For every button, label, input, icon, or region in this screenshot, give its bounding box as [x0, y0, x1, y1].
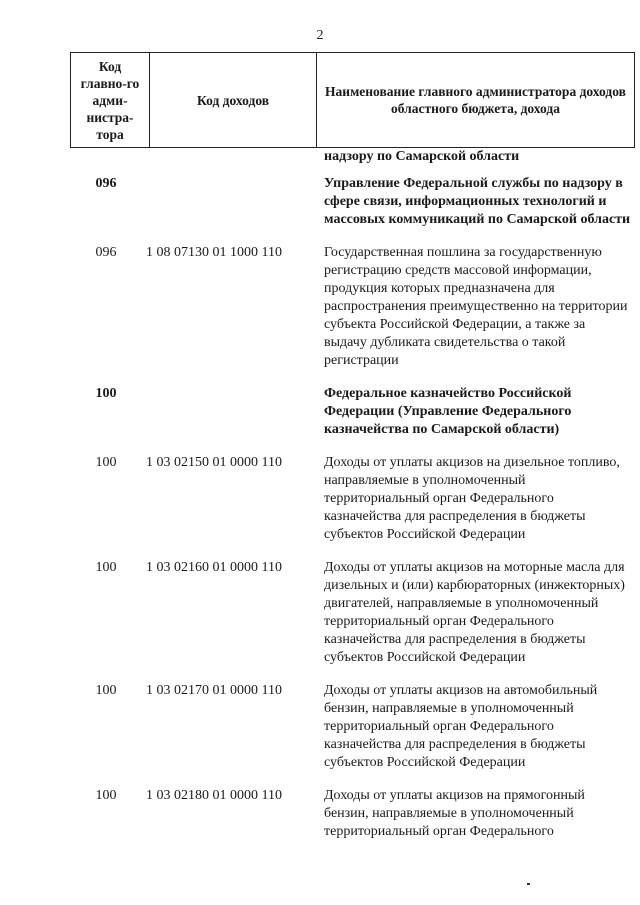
row-name: Доходы от уплаты акцизов на прямогонный бензин, направляемые в уполномоченный территориальный орган Федерального: [324, 788, 585, 839]
table-row: [70, 454, 635, 544]
page-number: 2: [316, 28, 324, 43]
table-row: [70, 787, 635, 841]
header-income-code: Код доходов: [150, 53, 317, 148]
row-name: Управление Федеральной службы по надзору в сфере связи, информационных технологий и массовых коммуникаций по Самарской области: [324, 176, 631, 227]
row-name: Доходы от уплаты акцизов на дизельное топливо, направляемые в уполномоченный территориальный орган Федерального казначейства для распределения в бюджеты субъектов Российской Федерации: [324, 455, 620, 542]
income-code: 1 03 02180 01 0000 110: [146, 788, 282, 803]
income-code: [142, 385, 318, 439]
admin-code: 096: [95, 245, 117, 260]
table-body: [70, 144, 635, 841]
income-code: 1 03 02160 01 0000 110: [146, 560, 282, 575]
row-name: Государственная пошлина за государственную регистрацию средств массовой информации, продукция которых предназначена для распространения преимущественно на территории субъекта Российской Федерации, а также за выдачу дубликата свидетельства о такой регистрации: [324, 245, 628, 368]
admin-code: 100: [95, 560, 117, 575]
continuation-text: надзору по Самарской области: [324, 149, 520, 164]
income-code: 1 03 02150 01 0000 110: [146, 455, 282, 470]
table-row: [70, 559, 635, 667]
row-name: Доходы от уплаты акцизов на моторные масла для дизельных и (или) карбюраторных (инжекторных) двигателей, направляемые в уполномоченный территориальный орган Федерального казначейства для распределения в бюджеты субъектов Российской Федерации: [324, 560, 625, 665]
header-admin-code: Код главно-го адми-нистра-тора: [71, 53, 150, 148]
table-row: [70, 682, 635, 772]
admin-code: 100: [95, 683, 117, 698]
admin-code: 096: [95, 176, 117, 191]
income-code: [142, 175, 318, 229]
table-row: [70, 148, 635, 166]
table-header: [70, 52, 635, 148]
table-row: [70, 175, 635, 229]
header-name: Наименование главного администратора доходов областного бюджета, дохода: [317, 53, 635, 148]
table-row: [70, 385, 635, 439]
income-code: 1 03 02170 01 0000 110: [146, 683, 282, 698]
row-name: Федеральное казначейство Российской Федерации (Управление Федерального казначейства по Самарской области): [324, 386, 572, 437]
table-row: [70, 244, 635, 370]
admin-code: 100: [95, 386, 117, 401]
admin-code: 100: [95, 788, 117, 803]
admin-code: 100: [95, 455, 117, 470]
scan-speck: [527, 883, 530, 885]
row-name: Доходы от уплаты акцизов на автомобильный бензин, направляемые в уполномоченный территориальный орган Федерального казначейства для распределения в бюджеты субъектов Российской Федерации: [324, 683, 598, 770]
income-code: 1 08 07130 01 1000 110: [146, 245, 282, 260]
